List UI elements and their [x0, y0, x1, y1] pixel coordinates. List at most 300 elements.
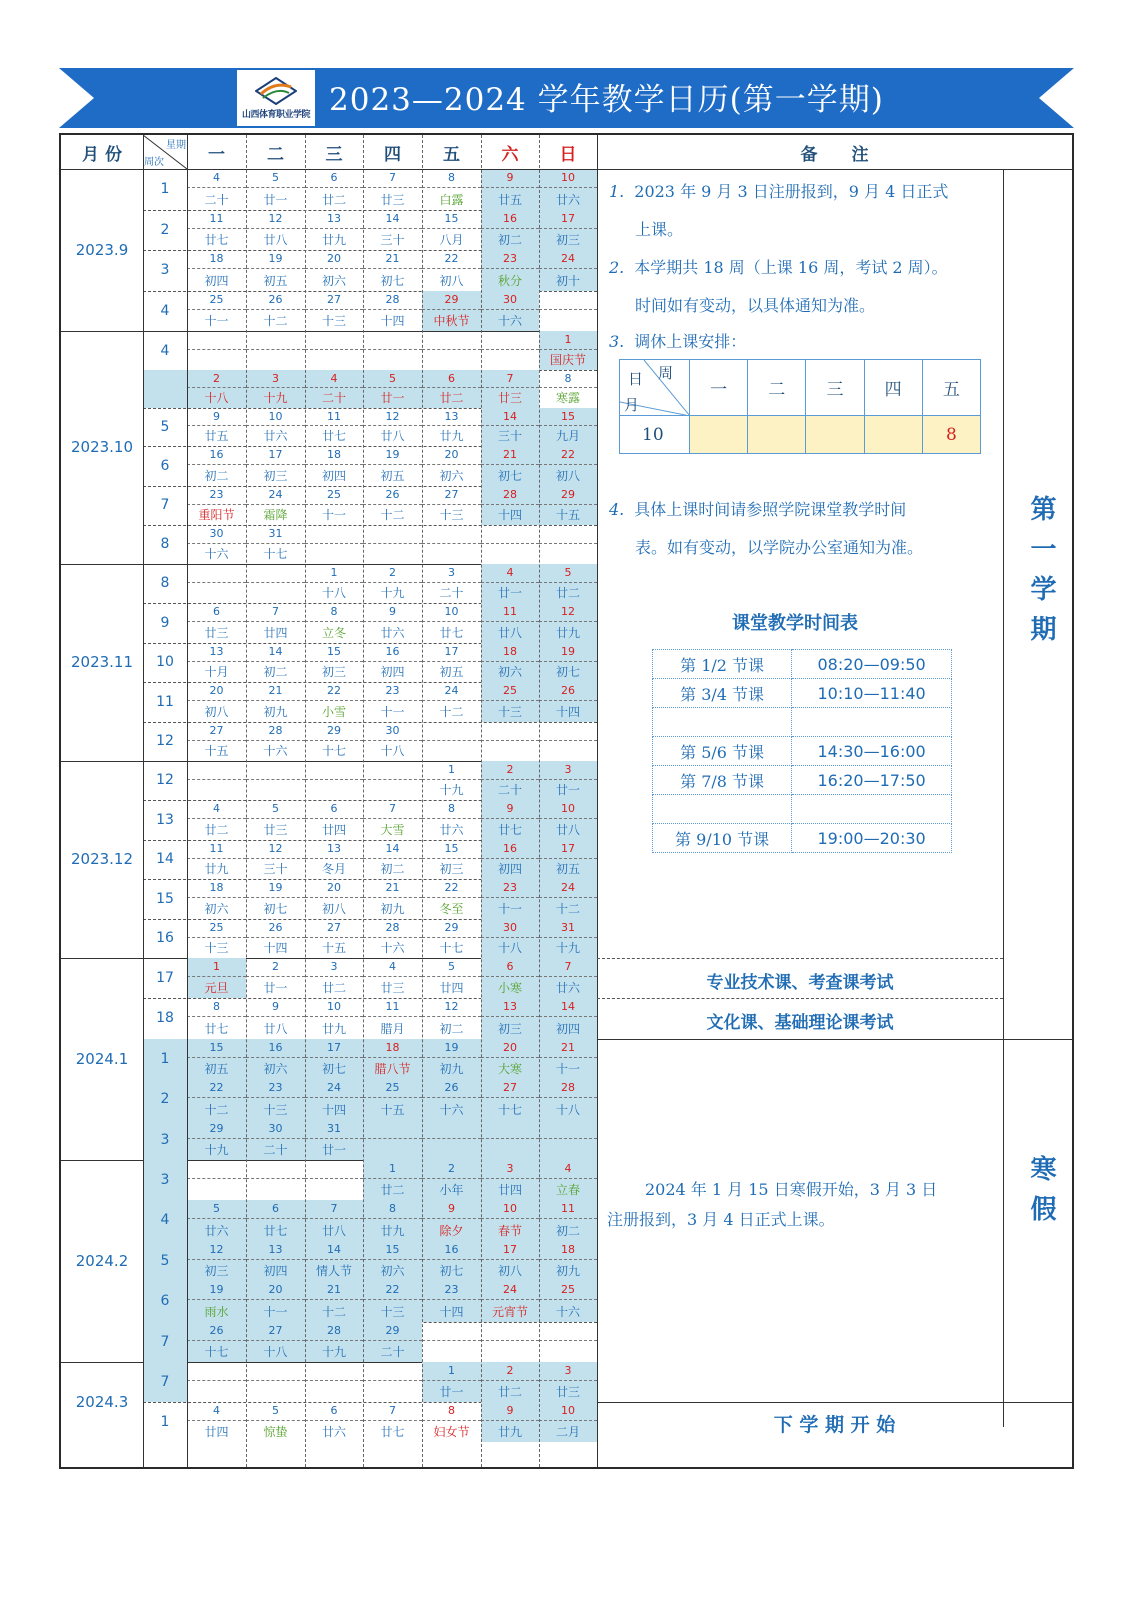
adjusted-class-table	[619, 359, 981, 454]
lunar-date: 初九	[263, 704, 288, 719]
day-cell	[187, 1039, 246, 1080]
period-name: 第 1/2 节课	[653, 650, 792, 679]
lunar-date: 十九	[263, 391, 288, 405]
day-cell	[305, 331, 363, 370]
day-number: 1	[389, 1161, 396, 1175]
note-line: 表。如有变动，以学院办公室通知为准。	[635, 538, 924, 557]
day-number: 16	[503, 841, 517, 855]
day-cell	[481, 370, 539, 408]
lunar-date: 廿四	[321, 822, 346, 837]
cell-divider	[305, 582, 363, 583]
cell-divider	[363, 661, 422, 662]
cell-divider	[481, 187, 539, 188]
day-number: 24	[327, 1081, 341, 1094]
cell-divider	[305, 1057, 363, 1058]
class-timetable	[652, 649, 952, 853]
day-number: 9	[272, 1000, 279, 1013]
day-cell	[305, 1322, 363, 1362]
cell-divider	[539, 1218, 597, 1219]
day-cell	[187, 1160, 246, 1201]
lunar-date: 廿六	[439, 822, 464, 837]
day-number: 23	[503, 881, 517, 894]
cell-divider	[422, 1340, 481, 1341]
cell-divider	[539, 504, 597, 505]
timetable-row	[653, 708, 952, 737]
day-col-line	[246, 135, 247, 1467]
day-number: 30	[268, 1121, 283, 1135]
timetable-row	[653, 824, 952, 853]
lunar-date: 初四	[555, 1021, 580, 1036]
lunar-date: 中秋节	[433, 314, 470, 328]
day-cell	[539, 370, 597, 408]
day-cell	[539, 1039, 597, 1080]
month-label: 2023.12	[70, 850, 134, 868]
week-number: 4	[143, 1200, 187, 1241]
cell-divider	[539, 1380, 597, 1381]
cell-divider	[363, 504, 422, 505]
lunar-date: 初五	[439, 665, 464, 679]
day-cell	[187, 958, 246, 999]
lunar-date: 初七	[380, 273, 405, 288]
lunar-date: 廿一	[263, 192, 288, 207]
header-day-3: 三	[325, 144, 343, 165]
cell-divider	[422, 818, 481, 819]
month-label: 2023.10	[70, 438, 134, 457]
adjust-corner-week: 周	[657, 364, 673, 382]
lunar-date: 廿一	[497, 586, 522, 600]
cell-divider	[187, 1218, 246, 1219]
day-number: 21	[385, 881, 400, 894]
lunar-date: 小雪	[321, 704, 346, 719]
day-number: 25	[327, 487, 341, 501]
lunar-date: 初六	[497, 665, 522, 679]
lunar-date: 廿六	[204, 1223, 229, 1238]
lunar-date: 初九	[439, 1062, 464, 1076]
cell-divider	[539, 387, 597, 388]
lunar-date: 十九	[204, 1142, 229, 1157]
week-number: 11	[156, 693, 174, 710]
day-number: 17	[561, 841, 575, 855]
day-number: 3	[272, 372, 279, 385]
day-number: 10	[444, 605, 459, 618]
cell-divider	[363, 425, 422, 426]
cell-divider	[246, 387, 305, 388]
day-cell	[246, 1322, 305, 1362]
week-number: 3	[143, 1160, 187, 1201]
day-cell	[539, 291, 597, 332]
day-cell	[246, 800, 305, 840]
day-cell	[481, 722, 539, 761]
week-number: 12	[156, 733, 174, 749]
header-month: 月 份	[82, 144, 122, 165]
day-number: 20	[327, 252, 341, 265]
lunar-date: 初六	[380, 1264, 405, 1278]
day-number: 15	[444, 841, 459, 855]
cell-divider	[246, 779, 305, 780]
day-cell	[246, 1079, 305, 1120]
lunar-date: 初八	[321, 901, 346, 916]
day-number: 10	[268, 410, 283, 423]
day-cell	[422, 446, 481, 486]
day-cell	[187, 1200, 246, 1241]
lunar-date: 十三	[204, 940, 229, 955]
day-number: 1	[330, 565, 338, 579]
day-number: 29	[209, 1121, 224, 1135]
day-number: 10	[327, 1000, 341, 1013]
adjust-corner-day: 日	[628, 370, 644, 388]
day-number: 15	[209, 1040, 224, 1054]
day-number: 18	[503, 644, 517, 658]
lunar-date: 十九	[380, 586, 405, 600]
day-cell	[422, 1120, 481, 1160]
day-number: 3	[506, 1161, 514, 1175]
day-cell	[246, 1241, 305, 1282]
day-cell	[187, 919, 246, 958]
lunar-date: 廿六	[555, 192, 580, 207]
day-cell	[363, 1402, 422, 1442]
col-line	[143, 135, 144, 1467]
day-number: 2	[448, 1161, 455, 1175]
day-number: 26	[444, 1081, 459, 1094]
winter-break-note	[607, 1175, 937, 1235]
day-number: 30	[503, 920, 517, 934]
lunar-date: 廿六	[321, 1425, 346, 1439]
cell-divider	[422, 1299, 481, 1300]
day-number: 4	[213, 171, 220, 184]
lunar-date: 廿四	[439, 981, 464, 995]
cell-divider	[422, 349, 481, 350]
header-day-7: 日	[559, 144, 577, 165]
day-cell	[187, 250, 246, 291]
day-cell	[246, 1120, 305, 1160]
lunar-date: 廿二	[204, 822, 229, 837]
cell-divider	[422, 1380, 481, 1381]
week-number: 15	[156, 890, 174, 907]
day-number: 13	[268, 1242, 283, 1256]
header-day-5: 五	[443, 144, 460, 165]
lunar-date: 十一	[555, 1062, 580, 1076]
day-cell	[187, 761, 246, 801]
day-cell	[187, 879, 246, 919]
cell-divider	[539, 1097, 597, 1098]
day-number: 21	[503, 448, 517, 461]
lunar-date: 九月	[555, 429, 580, 443]
lunar-date: 十六	[263, 743, 288, 758]
header-day-4: 四	[384, 144, 401, 165]
period-name	[653, 795, 792, 824]
lunar-date: 廿三	[380, 981, 405, 995]
lunar-date: 寒露	[555, 391, 580, 405]
day-cell	[422, 1160, 481, 1201]
lunar-date: 十九	[555, 940, 580, 955]
day-number: 25	[385, 1081, 400, 1094]
day-number: 11	[327, 410, 341, 423]
lunar-date: 初三	[204, 1264, 229, 1278]
day-cell	[246, 169, 305, 210]
lunar-date: 初七	[321, 1062, 346, 1076]
cell-divider	[422, 897, 481, 898]
lunar-date: 十二	[555, 901, 580, 916]
cell-divider	[363, 1138, 422, 1139]
day-number: 4	[389, 959, 396, 973]
day-cell	[363, 525, 422, 564]
day-cell	[422, 250, 481, 291]
day-cell	[363, 958, 422, 999]
day-number: 14	[327, 1242, 341, 1256]
cell-divider	[187, 1420, 246, 1421]
cell-divider	[422, 1178, 481, 1179]
cell-divider	[539, 309, 597, 310]
day-number: 8	[448, 802, 455, 815]
day-number: 12	[209, 1242, 224, 1256]
day-number: 11	[385, 1000, 400, 1013]
cell-divider	[246, 1259, 305, 1260]
lunar-date: 冬至	[439, 901, 464, 916]
cell-divider	[246, 700, 305, 701]
day-number: 26	[209, 1323, 224, 1337]
lunar-date: 廿四	[497, 1183, 522, 1197]
lunar-date: 秋分	[497, 273, 522, 288]
cell-divider	[539, 700, 597, 701]
day-number: 5	[272, 802, 279, 815]
exam-note-2: 文化课、基础理论课考试	[706, 1012, 894, 1033]
day-number: 23	[385, 684, 400, 697]
lunar-date: 廿九	[555, 625, 580, 640]
cell-divider	[246, 1218, 305, 1219]
day-cell	[481, 1362, 539, 1403]
adjust-day-header: 三	[806, 360, 864, 416]
lunar-date: 廿八	[263, 233, 288, 247]
day-number: 12	[268, 841, 283, 855]
cell-divider	[481, 621, 539, 622]
logo-text: 山西体育职业学院	[241, 109, 310, 120]
day-cell	[305, 800, 363, 840]
lunar-date: 初四	[263, 1264, 288, 1278]
cell-divider	[363, 1420, 422, 1421]
lunar-date: 十八	[263, 1344, 288, 1359]
lunar-date: 小寒	[497, 981, 522, 995]
week-number: 1	[160, 181, 170, 198]
day-cell	[481, 1039, 539, 1080]
period-time	[792, 708, 952, 737]
cell-divider	[305, 504, 363, 505]
cell-divider	[422, 937, 481, 938]
day-number: 17	[561, 211, 575, 225]
cell-divider	[305, 187, 363, 188]
day-cell	[422, 840, 481, 880]
day-cell	[481, 958, 539, 999]
lunar-date: 廿五	[497, 192, 522, 207]
lunar-date: 十八	[555, 1102, 580, 1117]
day-col-line	[481, 135, 482, 1467]
cell-divider	[481, 897, 539, 898]
day-cell	[481, 1079, 539, 1120]
day-cell	[539, 643, 597, 683]
day-cell	[539, 486, 597, 525]
exam-note-1: 专业技术课、考查课考试	[706, 972, 894, 993]
day-number: 24	[444, 684, 459, 697]
day-cell	[305, 840, 363, 880]
day-col-line	[363, 135, 364, 1467]
cell-divider	[187, 700, 246, 701]
lunar-date: 廿三	[263, 822, 288, 837]
cell-divider	[246, 1016, 305, 1017]
day-cell	[481, 525, 539, 564]
day-cell	[539, 169, 597, 210]
lunar-date: 初六	[263, 1062, 288, 1076]
cell-divider	[539, 976, 597, 977]
lunar-date: 初六	[204, 901, 229, 916]
cell-divider	[539, 1138, 597, 1139]
day-number: 2	[389, 565, 396, 579]
day-number: 27	[268, 1323, 283, 1337]
day-number: 8	[564, 372, 572, 385]
cell-divider	[305, 1016, 363, 1017]
day-number: 3	[448, 565, 455, 579]
lunar-date: 十四	[263, 940, 288, 955]
day-number: 16	[268, 1040, 283, 1054]
lunar-date: 十四	[497, 507, 522, 522]
day-cell	[305, 1241, 363, 1282]
cell-divider	[363, 582, 422, 583]
cell-divider	[187, 464, 246, 465]
cell-divider	[539, 740, 597, 741]
lunar-date: 廿一	[555, 783, 580, 797]
week-number: 12	[156, 772, 174, 789]
cell-divider	[246, 504, 305, 505]
week-number: 3	[160, 262, 170, 279]
cell-divider	[363, 543, 422, 544]
day-cell	[246, 958, 305, 999]
week-number: 3	[143, 1120, 187, 1160]
day-number: 7	[330, 1202, 338, 1215]
week-number: 7	[143, 1362, 187, 1403]
cell-divider	[305, 1138, 363, 1139]
cell-divider	[246, 1057, 305, 1058]
period-name: 第 7/8 节课	[653, 766, 792, 795]
day-cell	[187, 1241, 246, 1282]
cell-divider	[363, 858, 422, 859]
day-number: 11	[503, 605, 517, 618]
cell-divider	[363, 818, 422, 819]
day-number: 31	[327, 1121, 341, 1135]
day-number: 15	[327, 644, 341, 658]
day-cell	[305, 1402, 363, 1442]
lunar-date: 霜降	[263, 507, 288, 522]
lunar-date: 十六	[380, 940, 405, 955]
cell-divider	[187, 1259, 246, 1260]
day-number: 3	[564, 762, 572, 776]
lunar-date: 十五	[204, 743, 229, 758]
cell-divider	[539, 228, 597, 229]
day-cell	[422, 564, 481, 604]
day-cell	[305, 919, 363, 958]
lunar-date: 初二	[204, 468, 229, 483]
lunar-date: 十一	[380, 704, 405, 719]
day-number: 8	[448, 171, 455, 184]
month-label: 2024.1	[75, 1049, 129, 1068]
day-cell	[305, 1039, 363, 1080]
day-cell	[539, 1120, 597, 1160]
cell-divider	[539, 818, 597, 819]
lunar-date: 廿八	[263, 1021, 288, 1036]
day-number: 22	[209, 1081, 224, 1094]
day-cell	[363, 761, 422, 801]
lunar-date: 初六	[439, 468, 464, 483]
day-cell	[305, 722, 363, 761]
note-line: 本学期共 18 周（上课 16 周，考试 2 周）。	[634, 258, 948, 277]
day-cell	[187, 1281, 246, 1322]
note-4	[609, 491, 923, 567]
day-number: 27	[444, 487, 459, 501]
cell-divider	[481, 818, 539, 819]
week-number: 13	[156, 811, 174, 828]
day-number: 6	[272, 1202, 279, 1215]
day-number: 25	[209, 292, 224, 306]
header-day-6: 六	[501, 144, 519, 165]
lunar-date: 春节	[497, 1223, 522, 1238]
cell-divider	[481, 937, 539, 938]
day-cell	[187, 331, 246, 370]
day-number: 4	[506, 565, 514, 579]
lunar-date: 十三	[263, 1102, 288, 1117]
day-number: 29	[327, 723, 341, 737]
day-number: 13	[327, 841, 341, 855]
lunar-date: 大雪	[380, 822, 405, 837]
cell-divider	[363, 349, 422, 350]
day-cell	[305, 169, 363, 210]
cell-divider	[305, 700, 363, 701]
day-cell	[305, 250, 363, 291]
cell-divider	[539, 464, 597, 465]
lunar-date: 十六	[555, 1304, 580, 1319]
lunar-date: 十四	[439, 1304, 464, 1319]
lunar-date: 廿九	[380, 1223, 405, 1238]
day-number: 12	[561, 605, 575, 618]
day-cell	[422, 998, 481, 1039]
day-cell	[187, 643, 246, 683]
lunar-date: 妇女节	[433, 1425, 470, 1439]
day-number: 21	[385, 252, 400, 265]
note-number: 1.	[609, 182, 625, 201]
cell-divider	[305, 309, 363, 310]
day-cell	[422, 1322, 481, 1362]
day-cell	[539, 919, 597, 958]
day-number: 28	[327, 1323, 341, 1337]
day-cell	[422, 408, 481, 446]
cell-divider	[422, 543, 481, 544]
day-number: 11	[209, 841, 224, 855]
cell-divider	[187, 504, 246, 505]
week-number: 2	[143, 1079, 187, 1120]
lunar-date: 十二	[439, 704, 464, 719]
day-cell	[363, 682, 422, 722]
cell-divider	[481, 1016, 539, 1017]
lunar-date: 初五	[263, 273, 288, 288]
day-number: 23	[209, 487, 224, 501]
day-number: 4	[330, 372, 338, 385]
cell-divider	[481, 1340, 539, 1341]
winter-line: 注册报到，3 月 4 日正式上课。	[607, 1210, 835, 1229]
day-number: 28	[268, 723, 283, 737]
day-number: 20	[503, 1040, 517, 1054]
lunar-date: 十一	[497, 901, 522, 916]
lunar-date: 二十	[439, 586, 464, 600]
day-number: 14	[385, 841, 400, 855]
day-number: 27	[503, 1081, 517, 1094]
day-number: 7	[272, 605, 279, 618]
cell-divider	[246, 818, 305, 819]
